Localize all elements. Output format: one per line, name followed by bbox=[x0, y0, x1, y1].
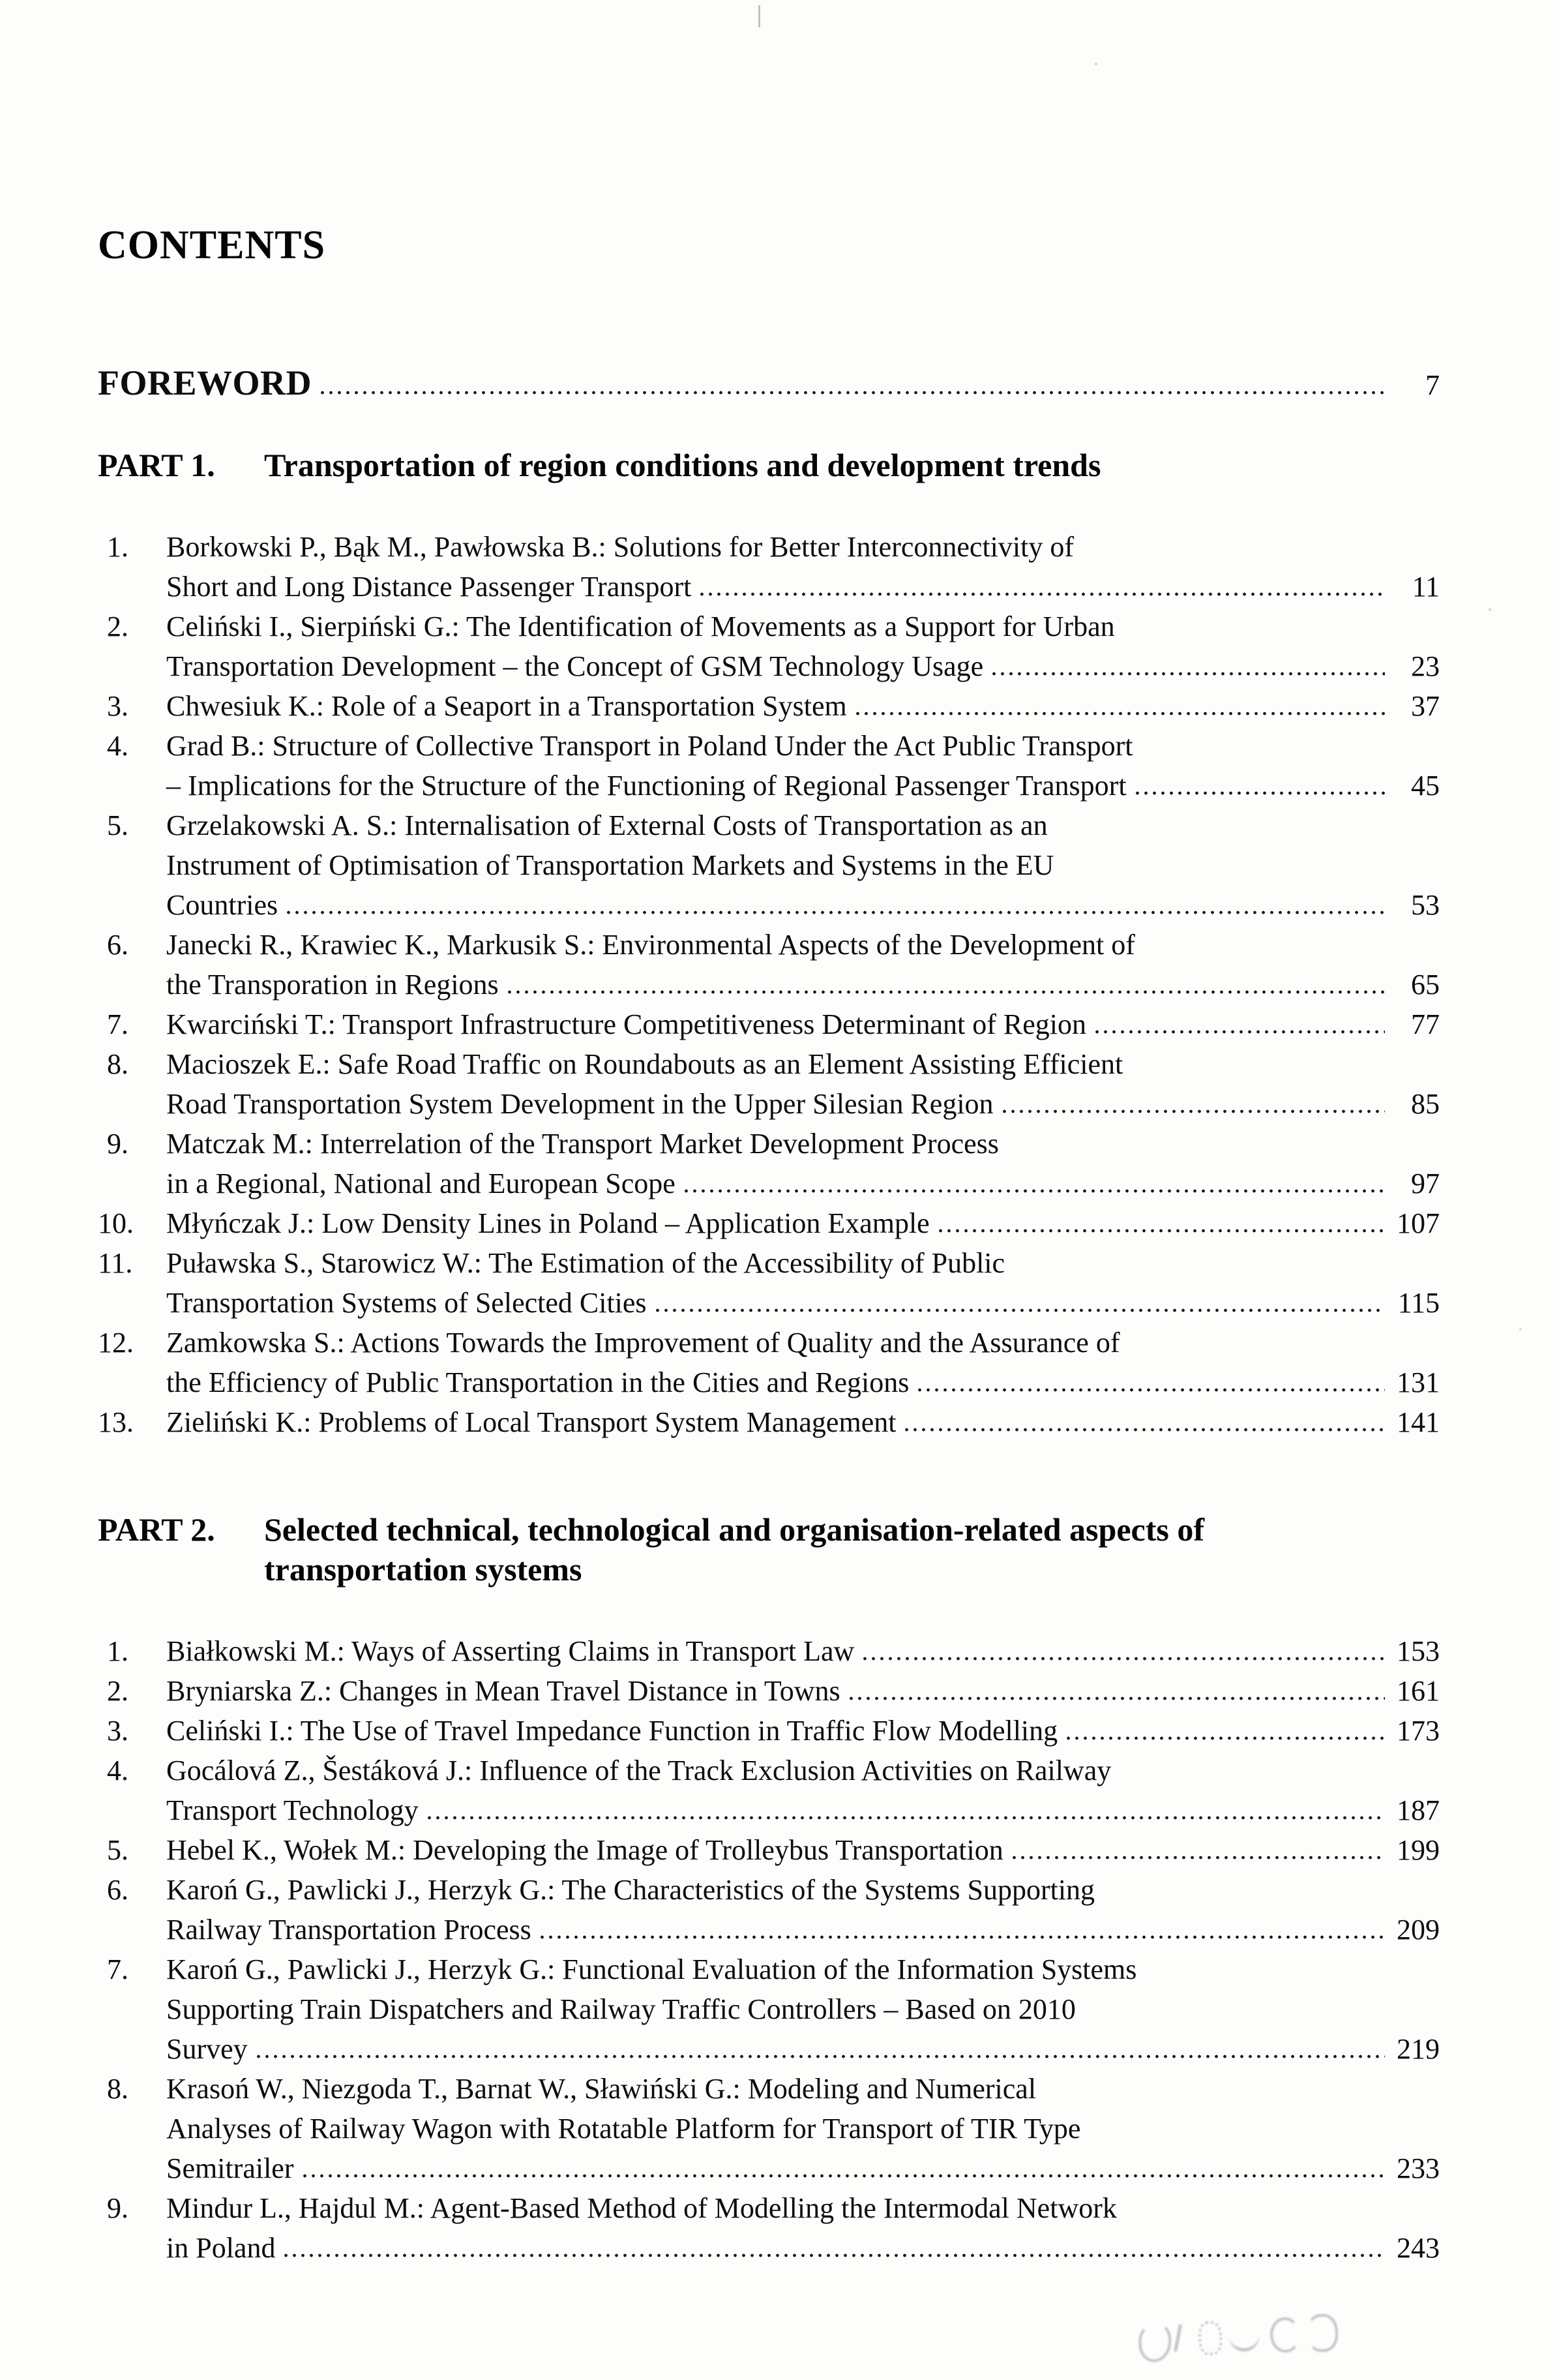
parts-container bbox=[98, 445, 1440, 2268]
toc-line bbox=[98, 1989, 1440, 2029]
part-heading-line: Transportation of region conditions and development trends bbox=[264, 447, 1101, 483]
entry-text: Janecki R., Krawiec K., Markusik S.: Environmental Aspects of the Development of bbox=[166, 929, 1135, 961]
entry-text: the Transporation in Regions bbox=[166, 969, 499, 1001]
toc-entry bbox=[98, 1830, 1440, 1870]
entry-number: 2. bbox=[107, 610, 128, 642]
part-label: PART 1. bbox=[98, 447, 215, 483]
toc-line bbox=[98, 845, 1440, 885]
toc-line bbox=[98, 965, 1440, 1004]
dotted-leader bbox=[1093, 1026, 1385, 1034]
smudge-mark bbox=[1198, 2321, 1223, 2356]
scan-speck bbox=[1489, 608, 1491, 611]
entry-number: 1. bbox=[107, 1635, 128, 1667]
part-section bbox=[98, 1510, 1440, 2268]
toc-line bbox=[98, 885, 1440, 925]
toc-line bbox=[98, 686, 1440, 726]
page-number: 23 bbox=[1411, 650, 1440, 682]
part-heading-line: Selected technical, technological and organisation-related aspects of bbox=[264, 1511, 1204, 1548]
entry-number: 4. bbox=[107, 730, 128, 762]
entry-number: 8. bbox=[107, 2073, 128, 2105]
toc-entry bbox=[98, 1950, 1440, 2069]
page-number: 173 bbox=[1397, 1715, 1440, 1747]
toc-line bbox=[98, 1363, 1440, 1402]
dotted-leader bbox=[915, 1384, 1385, 1392]
entry-text: Chwesiuk K.: Role of a Seaport in a Transportation System bbox=[166, 690, 847, 722]
entry-number: 4. bbox=[107, 1755, 128, 1786]
part-label: PART 2. bbox=[98, 1511, 215, 1548]
part-heading-text bbox=[264, 445, 1101, 485]
entry-text: Celiński I., Sierpiński G.: The Identification of Movements as a Support for Urban bbox=[166, 610, 1115, 642]
toc-line bbox=[98, 567, 1440, 607]
smudge-mark bbox=[1269, 2317, 1301, 2353]
page-title: CONTENTS bbox=[98, 223, 326, 267]
entry-text: Transport Technology bbox=[166, 1794, 419, 1826]
toc-line bbox=[98, 1084, 1440, 1124]
entry-number: 6. bbox=[107, 1874, 128, 1906]
scan-speck bbox=[1095, 63, 1097, 65]
toc-line bbox=[98, 2188, 1440, 2228]
dotted-leader bbox=[318, 387, 1385, 395]
dotted-leader bbox=[902, 1424, 1385, 1432]
toc-entry bbox=[98, 1044, 1440, 1124]
toc-line bbox=[98, 2109, 1440, 2148]
toc-line bbox=[98, 1004, 1440, 1044]
toc-line bbox=[98, 1910, 1440, 1950]
toc-line bbox=[98, 1711, 1440, 1751]
dotted-leader bbox=[505, 986, 1385, 994]
dotted-leader bbox=[1133, 787, 1385, 795]
entry-text: Short and Long Distance Passenger Transport bbox=[166, 571, 692, 603]
toc-entry bbox=[98, 1711, 1440, 1751]
page-number: 77 bbox=[1411, 1008, 1440, 1040]
toc-entry bbox=[98, 686, 1440, 726]
page-number: 209 bbox=[1397, 1914, 1440, 1946]
toc-line bbox=[98, 1044, 1440, 1084]
toc-entry bbox=[98, 1323, 1440, 1402]
entry-text: Railway Transportation Process bbox=[166, 1914, 531, 1946]
entry-text: Puławska S., Starowicz W.: The Estimation of the Accessibility of Public bbox=[166, 1247, 1005, 1279]
entry-text: Instrument of Optimisation of Transportation Markets and Systems in the EU bbox=[166, 849, 1054, 881]
toc-line bbox=[98, 1164, 1440, 1203]
entry-text: Hebel K., Wołek M.: Developing the Image of Trolleybus Transportation bbox=[166, 1834, 1003, 1866]
page-number: 11 bbox=[1412, 571, 1440, 603]
page-number: 219 bbox=[1397, 2033, 1440, 2065]
foreword-label: FOREWORD bbox=[98, 363, 312, 402]
toc-entry bbox=[98, 607, 1440, 686]
toc-line bbox=[98, 1830, 1440, 1870]
entry-text: Macioszek E.: Safe Road Traffic on Roundabouts as an Element Assisting Efficient bbox=[166, 1048, 1123, 1080]
foreword-page-number: 7 bbox=[1425, 369, 1440, 401]
entry-number: 1. bbox=[107, 531, 128, 563]
page-number: 53 bbox=[1411, 889, 1440, 921]
page-number: 161 bbox=[1397, 1675, 1440, 1707]
entry-text: Karoń G., Pawlicki J., Herzyk G.: Functional Evaluation of the Information Systems bbox=[166, 1953, 1137, 1985]
part-heading bbox=[98, 445, 1440, 485]
page-number: 187 bbox=[1397, 1794, 1440, 1826]
dotted-leader bbox=[936, 1225, 1385, 1233]
entry-text: Karoń G., Pawlicki J., Herzyk G.: The Characteristics of the Systems Supporting bbox=[166, 1874, 1095, 1906]
toc-entry bbox=[98, 1631, 1440, 1671]
dotted-leader bbox=[1010, 1852, 1385, 1860]
toc-line bbox=[98, 1870, 1440, 1910]
toc-line bbox=[98, 1283, 1440, 1323]
toc-line bbox=[98, 1790, 1440, 1830]
page-number: 141 bbox=[1397, 1406, 1440, 1438]
toc-line bbox=[98, 1203, 1440, 1243]
scan-speck bbox=[1519, 1328, 1522, 1331]
toc-entry bbox=[98, 2069, 1440, 2188]
entry-number: 5. bbox=[107, 809, 128, 841]
entry-text: Supporting Train Dispatchers and Railway Traffic Controllers – Based on 2010 bbox=[166, 1993, 1076, 2025]
dotted-leader bbox=[698, 588, 1385, 596]
toc-entry bbox=[98, 1004, 1440, 1044]
dotted-leader bbox=[682, 1185, 1385, 1193]
entry-number: 7. bbox=[107, 1953, 128, 1985]
stamp-smudge bbox=[1134, 2293, 1359, 2377]
toc-entry bbox=[98, 1870, 1440, 1950]
entry-number: 10. bbox=[98, 1207, 134, 1239]
dotted-leader bbox=[990, 668, 1385, 676]
toc-line bbox=[98, 1402, 1440, 1442]
entry-text: the Efficiency of Public Transportation in the Cities and Regions bbox=[166, 1366, 910, 1398]
toc-line bbox=[98, 527, 1440, 567]
entry-text: Transportation Development – the Concept of GSM Technology Usage bbox=[166, 650, 984, 682]
dotted-leader bbox=[301, 2170, 1386, 2178]
part-section bbox=[98, 445, 1440, 1442]
page-number: 65 bbox=[1411, 969, 1440, 1001]
toc-line bbox=[98, 1671, 1440, 1711]
toc-line bbox=[98, 2228, 1440, 2268]
entry-text: Bryniarska Z.: Changes in Mean Travel Distance in Towns bbox=[166, 1675, 840, 1707]
toc-entry bbox=[98, 806, 1440, 925]
toc-entry bbox=[98, 1402, 1440, 1442]
entry-text: Grzelakowski A. S.: Internalisation of External Costs of Transportation as an bbox=[166, 809, 1048, 841]
toc-line bbox=[98, 1631, 1440, 1671]
entry-text: Zamkowska S.: Actions Towards the Improvement of Quality and the Assurance of bbox=[166, 1327, 1120, 1359]
toc-line bbox=[98, 646, 1440, 686]
page-number: 85 bbox=[1411, 1088, 1440, 1120]
toc-line bbox=[98, 806, 1440, 845]
toc-line bbox=[98, 2069, 1440, 2109]
toc-entry bbox=[98, 527, 1440, 607]
entry-text: Białkowski M.: Ways of Asserting Claims in Transport Law bbox=[166, 1635, 855, 1667]
entry-text: Gocálová Z., Šestáková J.: Influence of the Track Exclusion Activities on Railway bbox=[166, 1755, 1112, 1786]
entry-text: Transportation Systems of Selected Cities bbox=[166, 1287, 647, 1319]
entry-text: – Implications for the Structure of the Functioning of Regional Passenger Transport bbox=[166, 770, 1127, 802]
entry-number: 3. bbox=[107, 1715, 128, 1747]
dotted-leader bbox=[847, 1693, 1385, 1700]
toc-entry bbox=[98, 1243, 1440, 1323]
toc-line bbox=[98, 1950, 1440, 1989]
toc-line bbox=[98, 1751, 1440, 1790]
entry-number: 6. bbox=[107, 929, 128, 961]
entry-number: 3. bbox=[107, 690, 128, 722]
entry-text: Countries bbox=[166, 889, 278, 921]
dotted-leader bbox=[1064, 1732, 1385, 1740]
entry-number: 9. bbox=[107, 1128, 128, 1160]
entry-text: Road Transportation System Development in the Upper Silesian Region bbox=[166, 1088, 994, 1120]
foreword-entry bbox=[98, 363, 1440, 405]
entry-number: 2. bbox=[107, 1675, 128, 1707]
toc-entry bbox=[98, 1124, 1440, 1203]
dotted-leader bbox=[425, 1812, 1385, 1820]
page-number: 243 bbox=[1397, 2232, 1440, 2264]
scan-speck bbox=[365, 976, 367, 978]
page-number: 199 bbox=[1397, 1834, 1440, 1866]
toc-line bbox=[98, 726, 1440, 766]
entry-number: 7. bbox=[107, 1008, 128, 1040]
entry-number: 5. bbox=[107, 1834, 128, 1866]
toc-entry bbox=[98, 1671, 1440, 1711]
entry-number: 13. bbox=[98, 1406, 134, 1438]
toc-line bbox=[98, 1243, 1440, 1283]
page-number: 107 bbox=[1397, 1207, 1440, 1239]
entry-number: 8. bbox=[107, 1048, 128, 1080]
dotted-leader bbox=[854, 708, 1385, 716]
toc-entry bbox=[98, 1203, 1440, 1243]
smudge-mark bbox=[1138, 2322, 1172, 2363]
entry-text: in Poland bbox=[166, 2232, 276, 2264]
toc-line bbox=[98, 2148, 1440, 2188]
scan-speck bbox=[758, 5, 760, 27]
toc-entry bbox=[98, 1751, 1440, 1830]
part-heading-line: transportation systems bbox=[264, 1551, 582, 1588]
page-number: 233 bbox=[1397, 2152, 1440, 2184]
toc-line bbox=[98, 607, 1440, 646]
toc-line bbox=[98, 1124, 1440, 1164]
entry-text: Survey bbox=[166, 2033, 248, 2065]
dotted-leader bbox=[282, 2250, 1385, 2257]
smudge-mark bbox=[1228, 2316, 1261, 2352]
dotted-leader bbox=[861, 1653, 1385, 1661]
page-number: 115 bbox=[1397, 1287, 1440, 1319]
toc-line bbox=[98, 766, 1440, 806]
dotted-leader bbox=[653, 1304, 1385, 1312]
entry-text: Semitrailer bbox=[166, 2152, 294, 2184]
toc-line bbox=[98, 2029, 1440, 2069]
smudge-mark bbox=[1174, 2324, 1182, 2351]
entry-text: Krasoń W., Niezgoda T., Barnat W., Sławiński G.: Modeling and Numerical bbox=[166, 2073, 1037, 2105]
dotted-leader bbox=[1000, 1106, 1385, 1113]
entry-number: 9. bbox=[107, 2192, 128, 2224]
entry-text: Matczak M.: Interrelation of the Transport Market Development Process bbox=[166, 1128, 999, 1160]
toc-entry bbox=[98, 726, 1440, 806]
dotted-leader bbox=[284, 907, 1385, 914]
page-number: 153 bbox=[1397, 1635, 1440, 1667]
toc-entry bbox=[98, 2188, 1440, 2268]
entry-number: 12. bbox=[98, 1327, 134, 1359]
dotted-leader bbox=[254, 2051, 1385, 2058]
entry-text: Grad B.: Structure of Collective Transport in Poland Under the Act Public Transport bbox=[166, 730, 1133, 762]
page-number: 131 bbox=[1397, 1366, 1440, 1398]
toc-list bbox=[98, 1631, 1440, 2268]
toc-entry bbox=[98, 925, 1440, 1004]
entry-text: Zieliński K.: Problems of Local Transport System Management bbox=[166, 1406, 897, 1438]
smudge-mark bbox=[1306, 2313, 1339, 2353]
entry-number: 11. bbox=[98, 1247, 133, 1279]
page-number: 97 bbox=[1411, 1167, 1440, 1199]
toc-line bbox=[98, 1323, 1440, 1363]
entry-text: Celiński I.: The Use of Travel Impedance Function in Traffic Flow Modelling bbox=[166, 1715, 1058, 1747]
part-heading-text bbox=[264, 1510, 1204, 1589]
entry-text: in a Regional, National and European Scope bbox=[166, 1167, 676, 1199]
entry-text: Młyńczak J.: Low Density Lines in Poland – Application Example bbox=[166, 1207, 930, 1239]
entry-text: Mindur L., Hajdul M.: Agent-Based Method of Modelling the Intermodal Network bbox=[166, 2192, 1117, 2224]
entry-text: Kwarciński T.: Transport Infrastructure Competitiveness Determinant of Region bbox=[166, 1008, 1086, 1040]
entry-text: Borkowski P., Bąk M., Pawłowska B.: Solutions for Better Interconnectivity of bbox=[166, 531, 1074, 563]
page-number: 37 bbox=[1411, 690, 1440, 722]
toc-line bbox=[98, 925, 1440, 965]
page-number: 45 bbox=[1411, 770, 1440, 802]
entry-text: Analyses of Railway Wagon with Rotatable Platform for Transport of TIR Type bbox=[166, 2113, 1081, 2145]
toc-list bbox=[98, 527, 1440, 1442]
dotted-leader bbox=[538, 1931, 1385, 1939]
part-heading bbox=[98, 1510, 1440, 1589]
